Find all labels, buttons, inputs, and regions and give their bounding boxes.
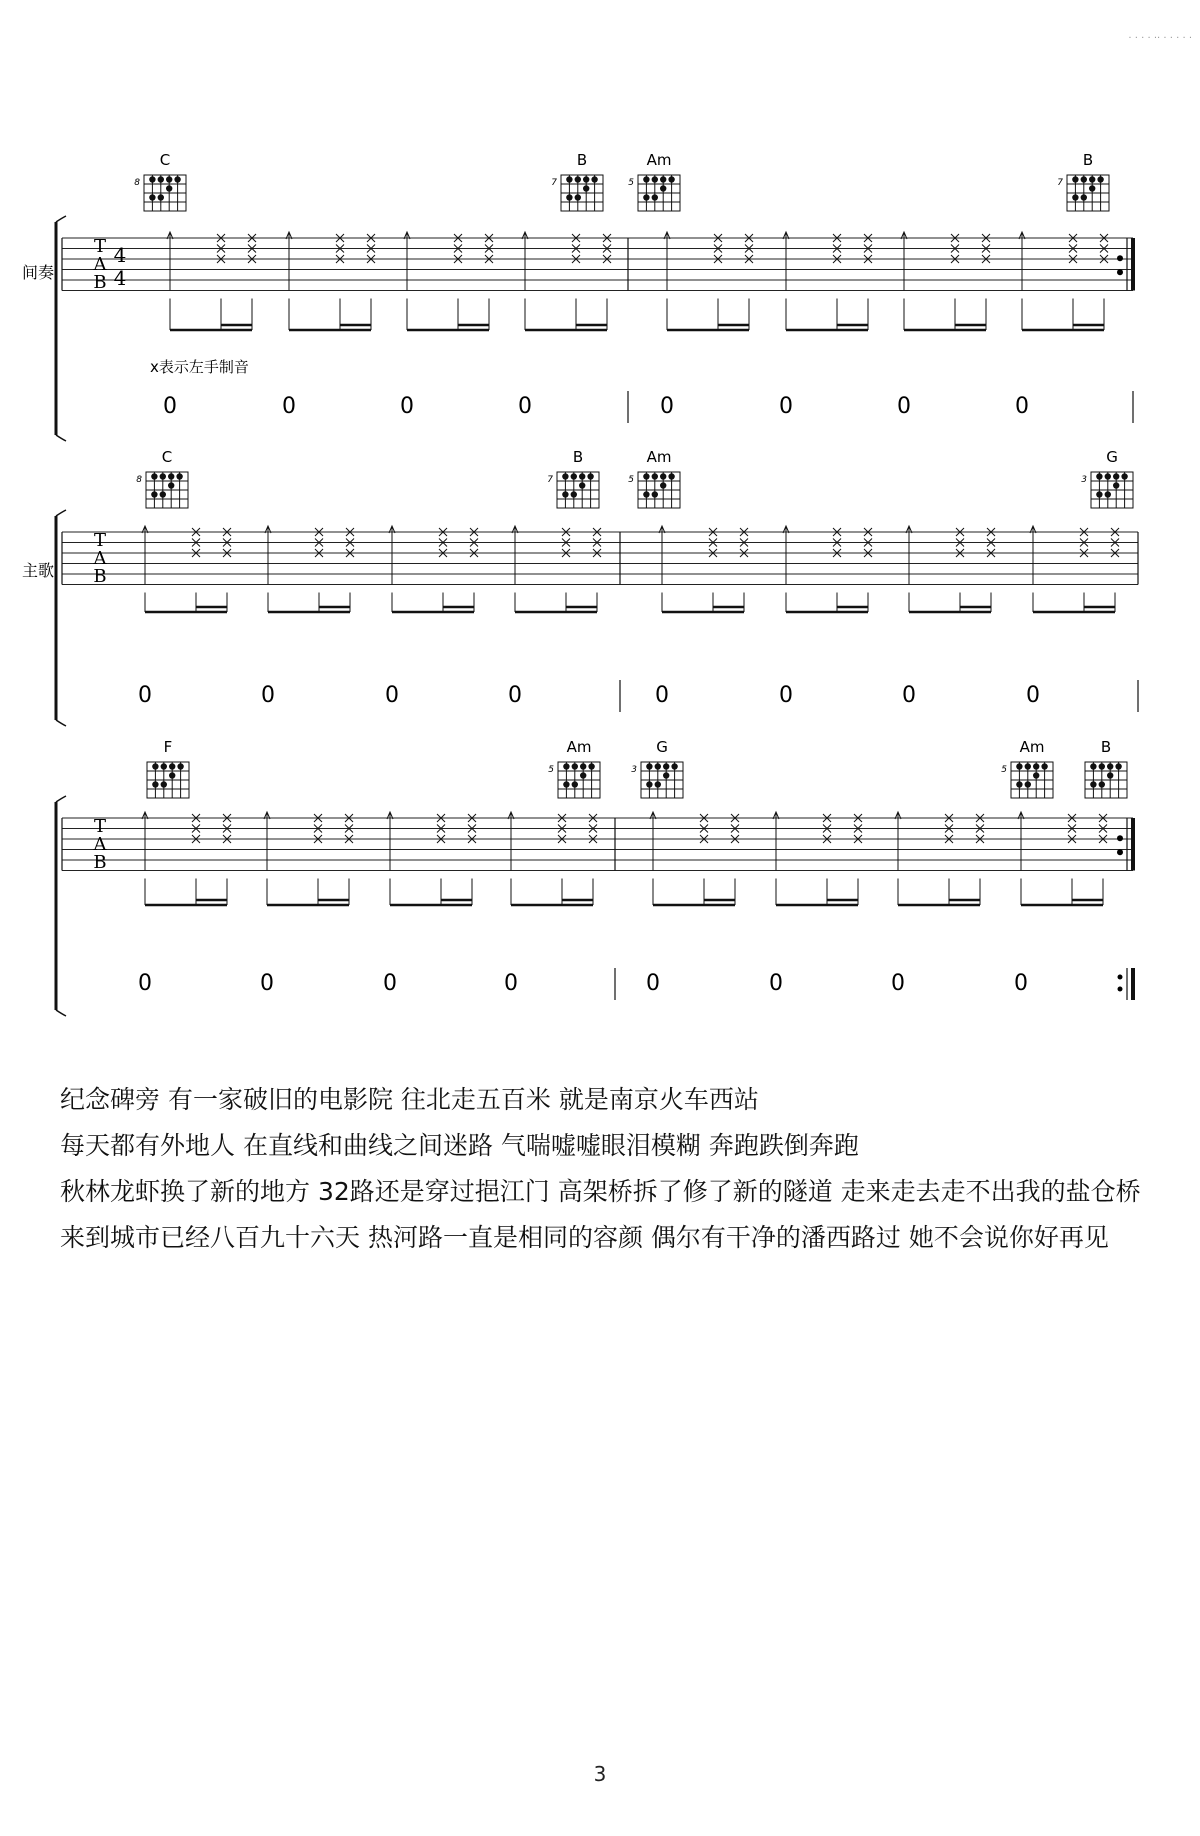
sys2-bass-number-2: 0 (261, 683, 275, 708)
sys1-chord-4-finger-dot-1 (1089, 185, 1095, 191)
sys1-chord-4-name: B (1082, 151, 1094, 169)
sys1-chord-2-barre-dot-1 (566, 176, 572, 182)
sys2-bass-number-1: 0 (138, 683, 152, 708)
sys1-chord-1-barre-dot-1 (149, 176, 155, 182)
sys1-chord-2-finger-dot-1 (583, 185, 589, 191)
sys3-chord-4-finger-dot-2 (1016, 781, 1022, 787)
sys1-chord-4-barre-dot-3 (1089, 176, 1095, 182)
sys2-tab-letter-t: T (93, 530, 107, 551)
sys1-bass-number-6: 0 (779, 394, 793, 419)
sys3-chord-1-finger-dot-2 (152, 781, 158, 787)
sys2-chord-1-barre-dot-2 (160, 473, 166, 479)
sys3-chord-3-name: G (656, 738, 668, 756)
sys3-chord-2-barre-dot-4 (588, 763, 594, 769)
sys2-chord-1-finger-dot-3 (160, 491, 166, 497)
sys1-repeat-dot-upper (1117, 255, 1123, 261)
sys2-chord-4-barre-dot-2 (1105, 473, 1111, 479)
sys1-chord-3-barre-dot-4 (668, 176, 674, 182)
sys3-number-repeat-dot-upper (1118, 975, 1123, 980)
sys1-chord-1-finger-dot-3 (158, 194, 164, 200)
sys3-chord-4-name: Am (1019, 738, 1045, 756)
lyric-line-3: 秋林龙虾换了新的地方 32路还是穿过挹江门 高架桥拆了修了新的隧道 走来走去走不出我的盐仓桥 (60, 1177, 1141, 1206)
sys3-chord-2-barre-dot-3 (580, 763, 586, 769)
sys2-chord-3-name: Am (646, 448, 672, 466)
sys3-tab-letter-t: T (93, 816, 107, 837)
sys3-chord-5-barre-dot-3 (1107, 763, 1113, 769)
sys1-chord-2-barre-dot-2 (575, 176, 581, 182)
sys2-bracket-bottom-hook (56, 720, 66, 726)
sys2-chord-2-barre-dot-4 (587, 473, 593, 479)
sys1-bass-number-2: 0 (282, 394, 296, 419)
sys3-bass-number-4: 0 (504, 971, 518, 996)
sys3-bass-number-3: 0 (383, 971, 397, 996)
sys3-bass-number-8: 0 (1014, 971, 1028, 996)
sys1-bass-number-3: 0 (400, 394, 414, 419)
sys1-bass-number-7: 0 (897, 394, 911, 419)
sys3-chord-5-name: B (1100, 738, 1112, 756)
sys1-bass-number-4: 0 (518, 394, 532, 419)
sys2-chord-1-name: C (161, 448, 173, 466)
sys1-bracket-bottom-hook (56, 435, 66, 441)
sys3-chord-4-fret-number: 5 (1001, 765, 1007, 775)
sys1-chord-4-fret-number: 7 (1057, 178, 1063, 188)
lyric-line-2: 每天都有外地人 在直线和曲线之间迷路 气喘嘘嘘眼泪模糊 奔跑跌倒奔跑 (60, 1131, 859, 1160)
sys2-chord-1-fret-number: 8 (136, 475, 142, 485)
sys1-bass-number-5: 0 (660, 394, 674, 419)
sys3-bass-number-7: 0 (891, 971, 905, 996)
sys1-chord-3-fret-number: 5 (628, 178, 634, 188)
sys1-time-sig-top: 4 (113, 243, 127, 267)
sys3-chord-2-finger-dot-2 (563, 781, 569, 787)
page-number: 3 (593, 1762, 607, 1786)
sys1-chord-3-finger-dot-1 (660, 185, 666, 191)
sys1-section-label: 间奏 (22, 263, 55, 282)
sys3-chord-1-barre-dot-2 (161, 763, 167, 769)
sys2-bass-number-8: 0 (1026, 683, 1040, 708)
sys2-bass-number-5: 0 (655, 683, 669, 708)
sys3-chord-2-fret-number: 5 (548, 765, 554, 775)
sys3-chord-2-finger-dot-3 (572, 781, 578, 787)
sys3-bass-number-6: 0 (769, 971, 783, 996)
sys3-chord-4-finger-dot-1 (1033, 772, 1039, 778)
sys3-chord-3-finger-dot-2 (646, 781, 652, 787)
sys3-chord-3-fret-number: 3 (631, 765, 637, 775)
sys1-mute-note: x表示左手制音 (150, 358, 249, 376)
sys1-chord-4-finger-dot-2 (1072, 194, 1078, 200)
sys2-tab-letter-a: A (93, 548, 107, 569)
sys2-chord-3-barre-dot-2 (652, 473, 658, 479)
sys3-chord-1-name: F (163, 738, 173, 756)
sys2-chord-4-fret-number: 3 (1081, 475, 1087, 485)
sys2-chord-4-barre-dot-3 (1113, 473, 1119, 479)
sys2-chord-1-finger-dot-2 (151, 491, 157, 497)
sys2-chord-1-finger-dot-1 (168, 482, 174, 488)
sys2-chord-2-finger-dot-3 (571, 491, 577, 497)
lyric-line-4: 来到城市已经八百九十六天 热河路一直是相同的容颜 偶尔有干净的潘西路过 她不会说你好再见 (60, 1223, 1109, 1252)
sys2-chord-3-fret-number: 5 (628, 475, 634, 485)
sys2-section-label: 主歌 (22, 561, 55, 580)
sys3-bass-number-1: 0 (138, 971, 152, 996)
sys3-chord-3-finger-dot-1 (663, 772, 669, 778)
sys3-chord-3-barre-dot-3 (663, 763, 669, 769)
sys2-chord-2-fret-number: 7 (547, 475, 553, 485)
sys3-chord-4-barre-dot-3 (1033, 763, 1039, 769)
sys3-chord-1-finger-dot-1 (169, 772, 175, 778)
sys1-chord-4-finger-dot-3 (1081, 194, 1087, 200)
sys3-chord-5-barre-dot-1 (1090, 763, 1096, 769)
sys1-chord-3-finger-dot-2 (643, 194, 649, 200)
sys2-chord-4-barre-dot-1 (1096, 473, 1102, 479)
sys3-chord-1-barre-dot-1 (152, 763, 158, 769)
sys3-chord-1-barre-dot-4 (177, 763, 183, 769)
sys3-chord-5-barre-dot-4 (1115, 763, 1121, 769)
sys2-bass-number-4: 0 (508, 683, 522, 708)
sys3-bracket-top-hook (56, 796, 66, 802)
sys3-chord-2-barre-dot-1 (563, 763, 569, 769)
sys1-bass-number-1: 0 (163, 394, 177, 419)
sys2-chord-4-barre-dot-4 (1121, 473, 1127, 479)
sys1-chord-2-finger-dot-3 (575, 194, 581, 200)
sys3-repeat-dot-lower (1117, 849, 1123, 855)
sys2-chord-2-barre-dot-3 (579, 473, 585, 479)
sys1-tab-letter-a: A (93, 254, 107, 275)
sys1-repeat-dot-lower (1117, 269, 1123, 275)
sys3-bracket-bottom-hook (56, 1010, 66, 1016)
sys3-number-repeat-dot-lower (1118, 987, 1123, 992)
sys1-chord-2-name: B (576, 151, 588, 169)
sys1-chord-4-barre-dot-1 (1072, 176, 1078, 182)
sys2-bass-number-6: 0 (779, 683, 793, 708)
sys2-chord-1-barre-dot-4 (176, 473, 182, 479)
sys1-chord-1-barre-dot-2 (158, 176, 164, 182)
sys3-bass-number-5: 0 (646, 971, 660, 996)
sys3-chord-3-barre-dot-4 (671, 763, 677, 769)
sys2-chord-4-finger-dot-1 (1113, 482, 1119, 488)
sys3-chord-2-name: Am (566, 738, 592, 756)
sys2-bracket-top-hook (56, 510, 66, 516)
sys2-chord-2-finger-dot-2 (562, 491, 568, 497)
sys3-chord-3-finger-dot-3 (655, 781, 661, 787)
sys1-chord-1-barre-dot-4 (174, 176, 180, 182)
sys2-chord-1-barre-dot-3 (168, 473, 174, 479)
sys1-bracket-top-hook (56, 216, 66, 222)
sys3-chord-4-barre-dot-1 (1016, 763, 1022, 769)
sys1-chord-1-finger-dot-1 (166, 185, 172, 191)
sys1-chord-3-barre-dot-2 (652, 176, 658, 182)
sys3-chord-4-finger-dot-3 (1025, 781, 1031, 787)
header-mark: . . . . .. . . . . . (1128, 30, 1192, 41)
sys1-chord-4-barre-dot-4 (1097, 176, 1103, 182)
sys3-tab-letter-a: A (93, 834, 107, 855)
sys2-chord-4-finger-dot-3 (1105, 491, 1111, 497)
sys1-tab-letter-t: T (93, 236, 107, 257)
sys2-chord-4-name: G (1106, 448, 1118, 466)
sys1-chord-2-barre-dot-3 (583, 176, 589, 182)
sys3-tab-letter-b: B (93, 852, 107, 873)
sys2-bass-number-3: 0 (385, 683, 399, 708)
sys1-time-sig-bottom: 4 (113, 266, 127, 290)
sys3-repeat-dot-upper (1117, 835, 1123, 841)
sys3-chord-5-barre-dot-2 (1099, 763, 1105, 769)
sys1-chord-1-finger-dot-2 (149, 194, 155, 200)
sys3-chord-3-barre-dot-2 (655, 763, 661, 769)
sys1-chord-3-barre-dot-1 (643, 176, 649, 182)
sys3-chord-4-barre-dot-2 (1025, 763, 1031, 769)
sys3-chord-3-barre-dot-1 (646, 763, 652, 769)
sys2-chord-3-barre-dot-1 (643, 473, 649, 479)
lyric-line-1: 纪念碑旁 有一家破旧的电影院 往北走五百米 就是南京火车西站 (60, 1085, 759, 1114)
sys1-bass-number-8: 0 (1015, 394, 1029, 419)
sys3-bass-number-2: 0 (260, 971, 274, 996)
sys2-chord-1-barre-dot-1 (151, 473, 157, 479)
sys3-chord-1-barre-dot-3 (169, 763, 175, 769)
sys2-chord-2-finger-dot-1 (579, 482, 585, 488)
sys3-chord-2-barre-dot-2 (572, 763, 578, 769)
sys2-chord-2-name: B (572, 448, 584, 466)
sys1-chord-2-fret-number: 7 (551, 178, 557, 188)
sys2-tab-letter-b: B (93, 566, 107, 587)
sys2-chord-2-barre-dot-1 (562, 473, 568, 479)
sys1-chord-3-finger-dot-3 (652, 194, 658, 200)
sys3-chord-2-finger-dot-1 (580, 772, 586, 778)
sys3-chord-4-barre-dot-4 (1041, 763, 1047, 769)
sys2-chord-3-finger-dot-3 (652, 491, 658, 497)
sys2-chord-3-barre-dot-4 (668, 473, 674, 479)
sys2-chord-3-barre-dot-3 (660, 473, 666, 479)
sys1-chord-3-name: Am (646, 151, 672, 169)
sys1-tab-letter-b: B (93, 272, 107, 293)
sys3-chord-5-finger-dot-3 (1099, 781, 1105, 787)
sys2-chord-4-finger-dot-2 (1096, 491, 1102, 497)
sys1-chord-1-barre-dot-3 (166, 176, 172, 182)
sys2-chord-3-finger-dot-1 (660, 482, 666, 488)
sys3-chord-5-finger-dot-2 (1090, 781, 1096, 787)
sys1-chord-1-fret-number: 8 (134, 178, 140, 188)
sys3-chord-1-finger-dot-3 (161, 781, 167, 787)
sys3-chord-5-finger-dot-1 (1107, 772, 1113, 778)
sys1-chord-2-barre-dot-4 (591, 176, 597, 182)
sys2-chord-2-barre-dot-2 (571, 473, 577, 479)
sys1-chord-2-finger-dot-2 (566, 194, 572, 200)
sys2-chord-3-finger-dot-2 (643, 491, 649, 497)
sys1-chord-4-barre-dot-2 (1081, 176, 1087, 182)
sys1-chord-1-name: C (159, 151, 171, 169)
sys2-bass-number-7: 0 (902, 683, 916, 708)
sys1-chord-3-barre-dot-3 (660, 176, 666, 182)
